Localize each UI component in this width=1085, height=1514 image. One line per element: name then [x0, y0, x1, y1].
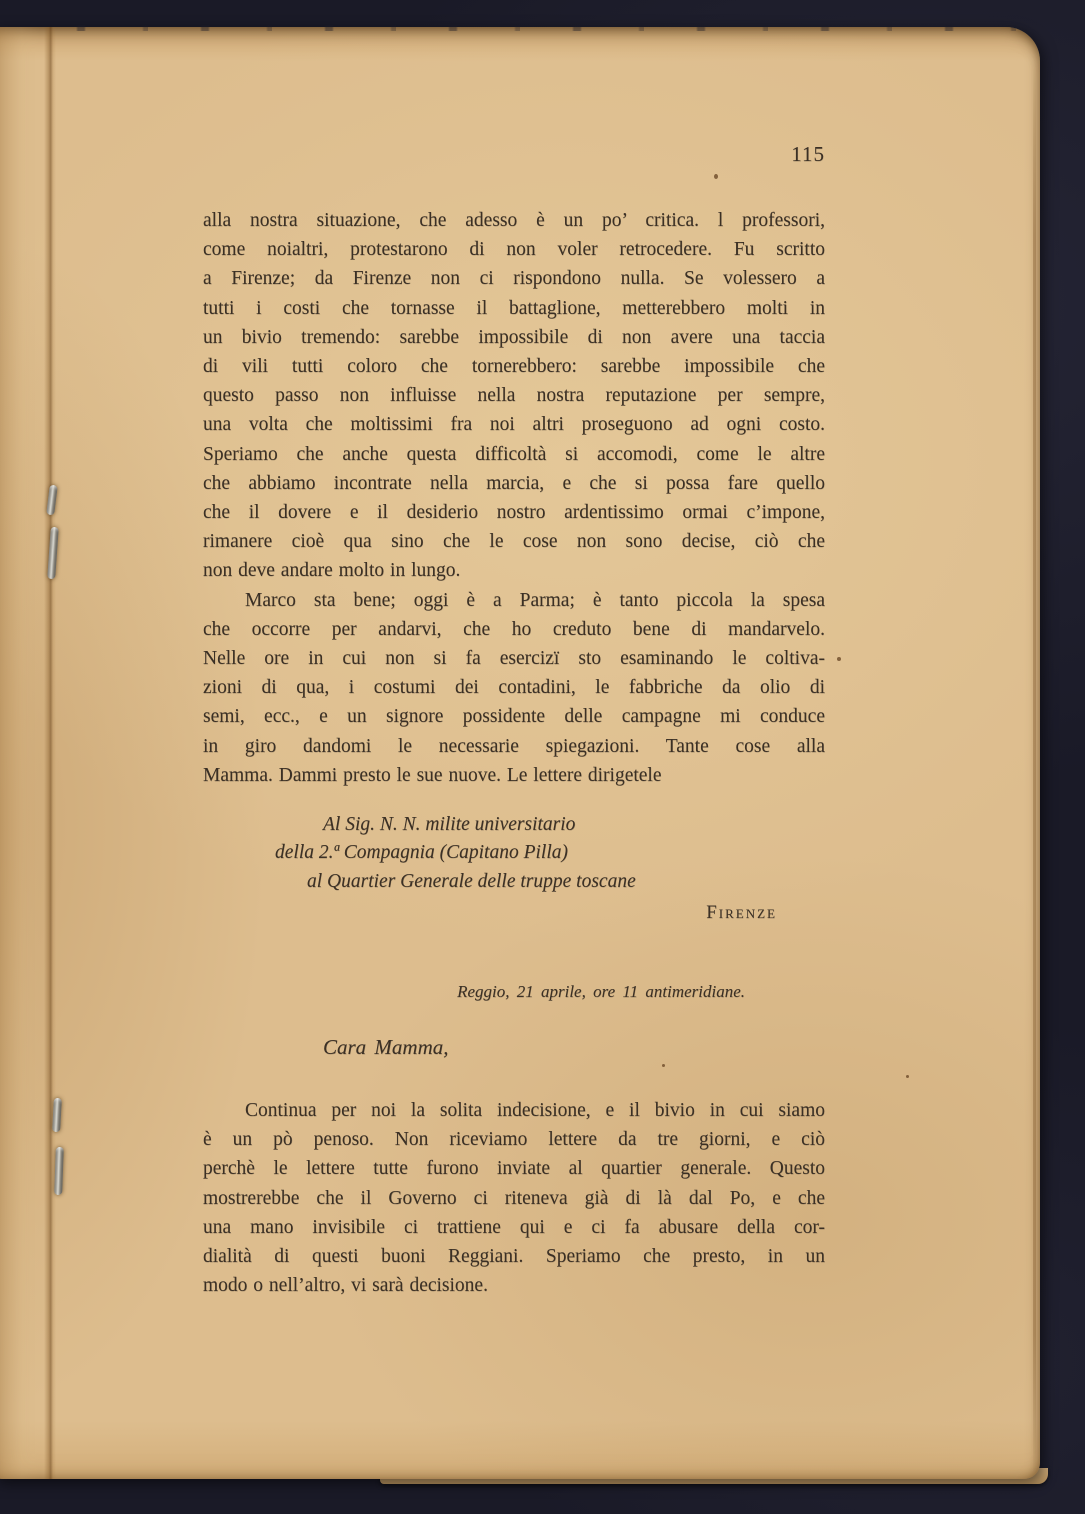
text-line: zioni di qua, i costumi dei contadini, le fabbriche da olio di [203, 677, 825, 699]
text-line: di vili tutti coloro che tornerebbero: sarebbe impossibile che [203, 356, 825, 378]
text-line: una mano invisibile ci trattiene qui e ci fa abusare della cor- [203, 1216, 825, 1238]
text-line: che occorre per andarvi, che ho creduto bene di mandarvelo. [203, 618, 825, 640]
text-line: questo passo non influisse nella nostra reputazione per sempre, [203, 385, 825, 407]
text-line: è un pò penoso. Non riceviamo lettere da tre giorni, e ciò [203, 1129, 825, 1151]
text-line: perchè le lettere tutte furono inviate al quartier generale. Questo [203, 1158, 825, 1180]
address-block [203, 814, 825, 934]
book-page [0, 27, 1040, 1479]
text-line: come noialtri, protestarono di non voler retrocedere. Fu scritto [203, 239, 825, 261]
text-line: in giro dandomi le necessarie spiegazioni. Tante cose alla [203, 735, 825, 757]
text-line: dialità di questi buoni Reggiani. Speriamo che presto, in un [203, 1246, 825, 1268]
text-line: tutti i costi che tornasse il battaglione, metterebbero molti in [203, 297, 825, 319]
text-line: una volta che moltissimi fra noi altri proseguono ad ogni costo. [203, 414, 825, 436]
text-line: rimanere cioè qua sino che le cose non sono decise, ciò che [203, 531, 825, 553]
text-line: che il dovere e il desiderio nostro ardentissimo ormai c’impone, [203, 502, 825, 524]
staple-icon [54, 1147, 64, 1195]
address-line: Al Sig. N. N. milite universitario [323, 814, 576, 835]
salutation: Cara Mamma, [323, 1035, 449, 1059]
gutter-shadow [0, 27, 40, 1479]
text-line: a Firenze; da Firenze non ci rispondono nulla. Se volessero a [203, 268, 825, 290]
paragraph-1 [203, 206, 825, 586]
address-city: Firenze [706, 902, 777, 923]
paper-speck [906, 1075, 909, 1078]
text-line: mostrerebbe che il Governo ci riteneva già di là dal Po, e che [203, 1187, 825, 1209]
text-line: Nelle ore in cui non si fa esercizï sto esaminando le coltiva- [203, 648, 825, 670]
text-line: Speriamo che anche questa difficoltà si accomodi, come le altre [203, 443, 825, 465]
text-line: Marco sta bene; oggi è a Parma; è tanto piccola la spesa [245, 589, 825, 611]
address-line: della 2.ª Compagnia (Capitano Pilla) [275, 842, 568, 863]
letter-text-column [203, 27, 825, 1479]
text-line: Mamma. Dammi presto le sue nuove. Le lettere dirigetele [203, 764, 662, 786]
page-number: 115 [791, 142, 825, 166]
text-line: alla nostra situazione, che adesso è un po’ critica. l professori, [203, 210, 825, 231]
paragraph-3 [203, 1096, 825, 1300]
text-line: semi, ecc., e un signore possidente delle campagne mi conduce [203, 706, 825, 728]
text-line: modo o nell’altro, vi sarà decisione. [203, 1275, 488, 1297]
text-line: che abbiamo incontrate nella marcia, e che si possa fare quello [203, 472, 825, 494]
binding-crease [44, 27, 56, 1479]
paragraph-2 [203, 586, 825, 790]
letter-body [203, 206, 825, 790]
staple-icon [52, 1098, 62, 1132]
dateline: Reggio, 21 aprile, ore 11 antimeridiane. [457, 982, 745, 1001]
text-line: un bivio tremendo: sarebbe impossibile di non avere una taccia [203, 326, 825, 348]
address-line: al Quartier Generale delle truppe toscane [307, 871, 636, 892]
paper-speck [837, 657, 841, 661]
text-line: Continua per noi la solita indecisione, e il bivio in cui siamo [245, 1100, 825, 1121]
text-line: non deve andare molto in lungo. [203, 560, 461, 582]
